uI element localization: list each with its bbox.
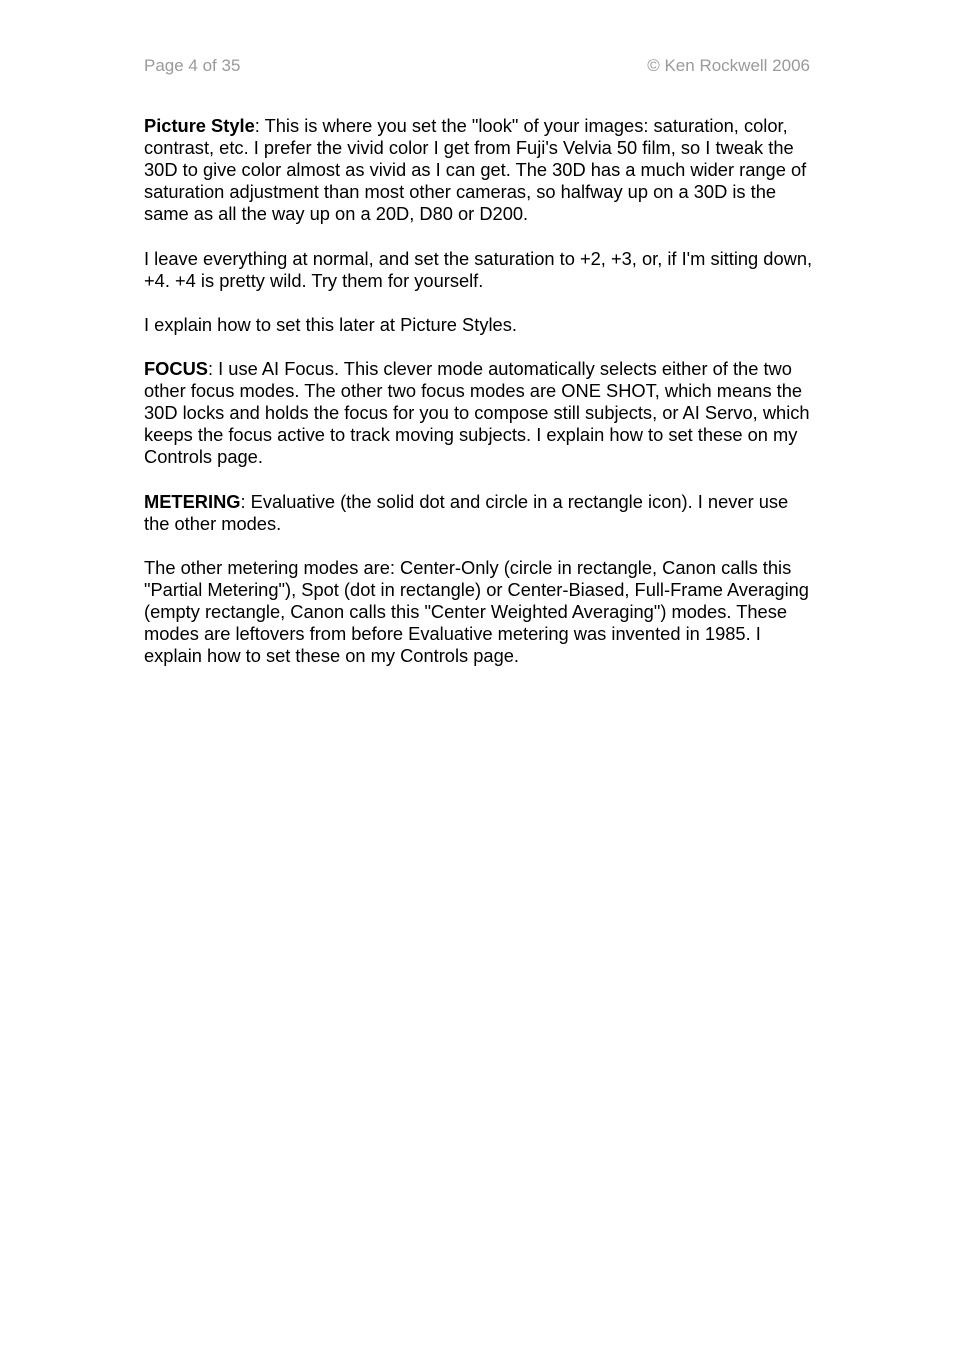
paragraph-heading: Picture Style bbox=[144, 115, 255, 136]
paragraph-focus bbox=[144, 358, 816, 468]
copyright-notice: © Ken Rockwell 2006 bbox=[647, 56, 810, 75]
paragraph-metering bbox=[144, 491, 816, 535]
paragraph-heading: FOCUS bbox=[144, 358, 208, 380]
paragraph-text: : This is where you set the "look" of your images: saturation, color, contrast, etc. I prefer the vivid color I get from Fuji's Velvia 50 film, so I tweak the 30D to give color almost as vivid as I can get. The 30D has a much wider range of saturation adjustment than most other cameras, so halfway up on a 30D is the same as all the way up on a 20D, D80 or D200. bbox=[144, 115, 807, 225]
paragraph-picture-style bbox=[144, 115, 816, 225]
page-number: Page 4 of 35 bbox=[144, 56, 241, 75]
paragraph-text: I explain how to set this later at Picture Styles. bbox=[144, 313, 517, 335]
document-body bbox=[144, 115, 816, 689]
paragraph-text: I leave everything at normal, and set the saturation to +2, +3, or, if I'm sitting down, +4. +4 is pretty wild. Try them for yourself. bbox=[144, 247, 813, 291]
paragraph-other-metering-modes bbox=[144, 557, 816, 667]
paragraph-heading: METERING bbox=[144, 490, 241, 512]
paragraph-text: : Evaluative (the solid dot and circle in a rectangle icon). I never use the other modes. bbox=[144, 490, 789, 534]
paragraph-saturation bbox=[144, 248, 816, 292]
paragraph-picture-styles-note bbox=[144, 314, 816, 336]
page-header bbox=[144, 56, 810, 78]
paragraph-text: The other metering modes are: Center-Only (circle in rectangle, Canon calls this "Partial Metering"), Spot (dot in rectangle) or Center-Biased, Full-Frame Averaging (empty rectangle, Canon calls this "Center Weighted Averaging") modes. These modes are leftovers from before Evaluative metering was invented in 1985. I explain how to set these on my Controls page. bbox=[144, 556, 809, 667]
paragraph-text: : I use AI Focus. This clever mode automatically selects either of the two other focus modes. The other two focus modes are ONE SHOT, which means the 30D locks and holds the focus for you to compose still subjects, or AI Servo, which keeps the focus active to track moving subjects. I explain how to set these on my Controls page. bbox=[144, 358, 810, 468]
